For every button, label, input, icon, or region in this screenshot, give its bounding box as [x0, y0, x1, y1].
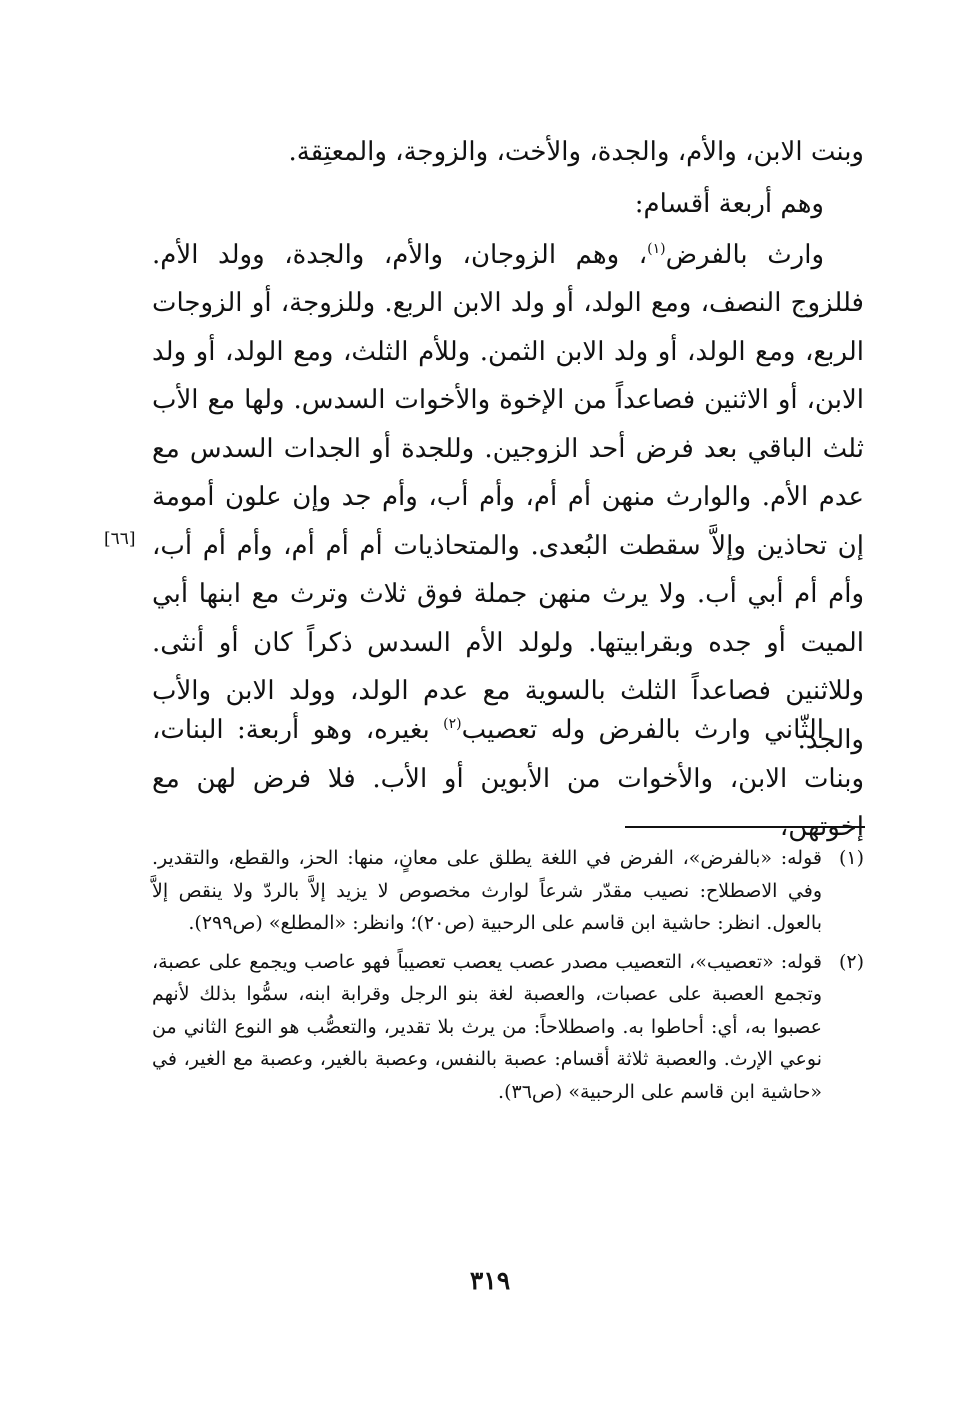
paragraph-2-body: [152, 231, 864, 765]
paragraph-2-text: فللزوج النصف، ومع الولد، أو ولد الابن الربع. وللزوجة، أو الزوجات الربع، ومع الولد، أو ولد الابن الثمن. وللأم الثلث، ومع الولد، أو ولد الابن، أو الاثنين فصاعداً من الإخوة والأخوات السدس. ولها مع الأب ثلث الباقي بعد فرض أحد الزوجين. وللجدة أو الجدات السدس مع عدم الأم. والوارث منهن أم أم، وأم أب، وأم جد وإن علون أمومة إن تحاذين وإلاَّ سقطت البُعدى. والمتحاذيات أم أم أم، وأم أم أب، وأم أم أبي أب. ولا يرث منهن جملة فوق ثلاث وترث مع ابنها أبي الميت أو جده وبقرابيتها. ولولد الأم السدس ذكراً كان أو أنثى. وللاثنين فصاعداً الثلث بالسوية مع عدم الولد، وولد الابن والأب والجد.: [152, 288, 864, 755]
main-text-paragraph-1: [152, 128, 864, 177]
paragraph-2-lead-b: ، وهم الزوجان، والأم، والجدة، وولد الأم.: [152, 239, 648, 270]
footnote-2: [152, 946, 864, 1109]
paragraph-3: [152, 706, 864, 852]
paragraph-2-intro: وهم أربعة أقسام:: [634, 189, 824, 219]
footnote-2-number: (٢): [838, 950, 864, 973]
footnote-1: [152, 842, 864, 940]
footnotes: [152, 842, 864, 1114]
paragraph-2-lead-a: وارث بالفرض: [665, 239, 825, 270]
footnote-1-text: قوله: «بالفرض»، الفرض في اللغة يطلق على معانٍ، منها: الحز، والقطع، والتقدير. وفي الاصطلاح: نصيب مقدّر شرعاً لوارث مخصوص لا يزيد إلاَّ بالردّ ولا ينقص إلاَّ بالعول. انظر: حاشية ابن قاسم على الرحبية (ص٢٠)؛ وانظر: «المطلع» (ص٢٩٩).: [152, 847, 822, 934]
footnote-2-marker: (٢): [443, 716, 462, 732]
main-text-paragraph-3: [152, 706, 864, 852]
footnote-1-marker: (١): [647, 240, 666, 257]
main-text-paragraph-2: [152, 180, 864, 764]
footnote-2-text: قوله: «تعصيب»، التعصيب مصدر عصب يعصب تعصيباً فهو عاصب ويجمع على عصبة، وتجمع العصبة على عصبات، والعصبة لغة بنو الرجل وقرابة ابنه، سمُّوا بذلك لأنهم عصبوا به، أي: أحاطوا به. واصطلاحاً: من يرث بلا تقدير، والتعصُّب هو النوع الثاني من نوعي الإرث. والعصبة ثلاثة أقسام: عصبة بالنفس، وعصبة بالغير، وعصبة مع الغير، في «حاشية ابن قاسم على الرحبية» (ص٣٦).: [152, 950, 822, 1103]
margin-page-reference: [٦٦]: [104, 529, 136, 549]
footnote-separator: [625, 826, 865, 828]
paragraph-3-b: بغيره، وهو أربعة: البنات، وبنات الابن، والأخوات من الأبوين أو الأب. فلا فرض لهن مع إخوتهن،: [152, 715, 864, 842]
page-number: ٣١٩: [469, 1266, 511, 1295]
paragraph-3-a: الثّاني وارث بالفرض وله تعصيب: [461, 715, 824, 745]
paragraph-1: وبنت الابن، والأم، والجدة، والأخت، والزوجة، والمعتِقة.: [288, 137, 864, 167]
footnote-1-number: (١): [838, 847, 864, 869]
